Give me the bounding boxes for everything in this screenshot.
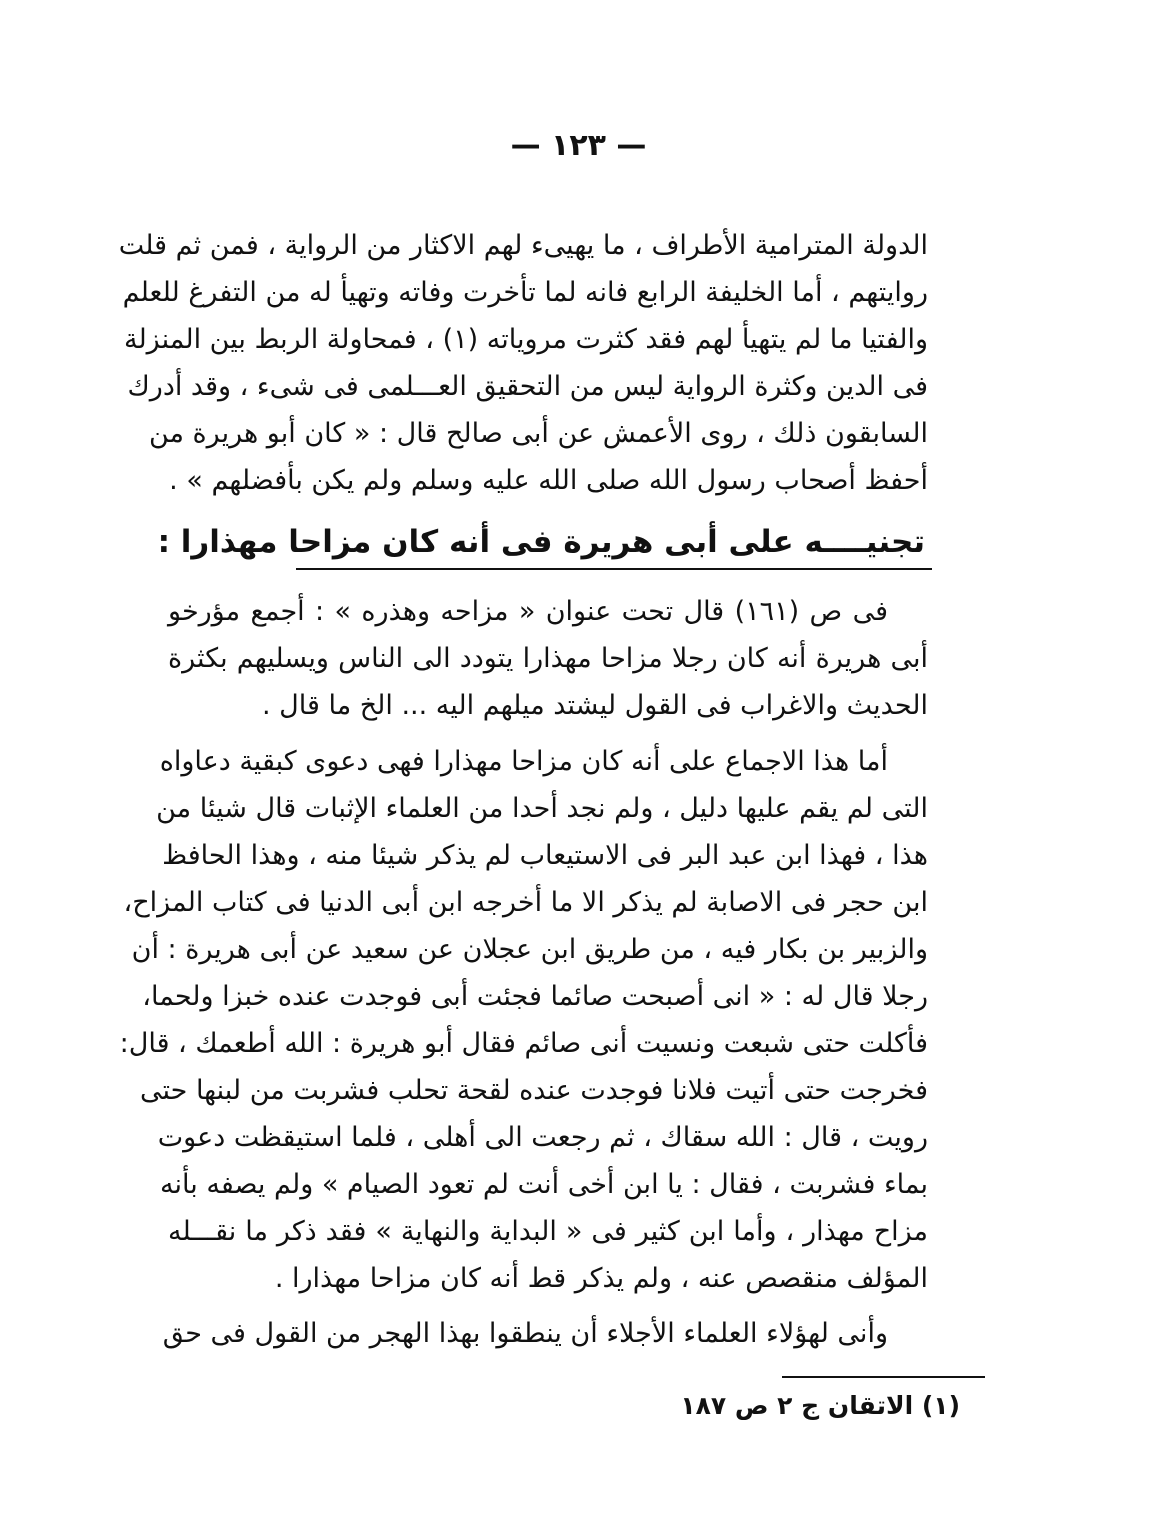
text-line: روايتهم ، أما الخليفة الرابع فانه لما تأخرت وفاته وتهيأ له من التفرغ للعلم [122, 277, 928, 308]
paragraph-4 [162, 1310, 928, 1357]
text-line: المؤلف منقصص عنه ، ولم يذكر قط أنه كان مزاحا مهذارا . [274, 1263, 928, 1294]
text-line: والزبير بن بكار فيه ، من طريق ابن عجلان عن سعيد عن أبى هريرة : أن [131, 934, 928, 965]
footnote-separator [782, 1376, 985, 1378]
text-line: هذا ، فهذا ابن عبد البر فى الاستيعاب لم يذكر شيئا منه ، وهذا الحافظ [162, 840, 928, 871]
text-line: والفتيا ما لم يتهيأ لهم فقد كثرت مروياته (١) ، فمحاولة الربط بين المنزلة [123, 324, 928, 355]
text-line: فى الدين وكثرة الرواية ليس من التحقيق العـــلمى فى شىء ، وقد أدرك [127, 371, 928, 402]
section-heading: تجنيــــه على أبى هريرة فى أنه كان مزاحا مهذارا : [157, 524, 925, 560]
text-line: فأكلت حتى شبعت ونسيت أنى صائم فقال أبو هريرة : الله أطعمك ، قال: [119, 1028, 928, 1059]
text-line: ابن حجر فى الاصابة لم يذكر الا ما أخرجه ابن أبى الدنيا فى كتاب المزاح، [123, 887, 928, 918]
page-number: — ١٢٣ — [510, 128, 647, 163]
text-line: فى ص (١٦١) قال تحت عنوان « مزاحه وهذره » : أجمع مؤرخو [168, 596, 888, 627]
footnote: (١) الاتقان ج ٢ ص ١٨٧ [680, 1391, 960, 1420]
text-line: مزاح مهذار ، وأما ابن كثير فى « البداية والنهاية » فقد ذكر ما نقـــله [168, 1216, 928, 1247]
text-line: رجلا قال له : « انى أصبحت صائما فجئت أبى فوجدت عنده خبزا ولحما، [142, 981, 928, 1012]
paragraph-2 [168, 588, 928, 729]
text-line: رويت ، قال : الله سقاك ، ثم رجعت الى أهلى ، فلما استيقظت دعوت [157, 1122, 928, 1153]
text-line: التى لم يقم عليها دليل ، ولم نجد أحدا من العلماء الإثبات قال شيئا من [156, 793, 928, 824]
text-line: أما هذا الاجماع على أنه كان مزاحا مهذارا فهى دعوى كبقية دعاواه [159, 746, 888, 777]
text-line: الحديث والاغراب فى القول ليشتد ميلهم اليه ... الخ ما قال . [261, 690, 928, 721]
text-line: الدولة المترامية الأطراف ، ما يهيىء لهم الاكثار من الرواية ، فمن ثم قلت [118, 230, 928, 261]
text-line: فخرجت حتى أتيت فلانا فوجدت عنده لقحة تحلب فشربت من لبنها حتى [140, 1075, 928, 1106]
text-line: السابقون ذلك ، روى الأعمش عن أبى صالح قال : « كان أبو هريرة من [148, 418, 928, 449]
text-line: بماء فشربت ، فقال : يا ابن أخى أنت لم تعود الصيام » ولم يصفه بأنه [160, 1169, 928, 1200]
paragraph-1 [118, 222, 928, 504]
heading-underline [296, 568, 932, 570]
text-line: أحفظ أصحاب رسول الله صلى الله عليه وسلم ولم يكن بأفضلهم » . [169, 465, 928, 496]
text-line: وأنى لهؤلاء العلماء الأجلاء أن ينطقوا بهذا الهجر من القول فى حق [162, 1318, 888, 1349]
text-line: أبى هريرة أنه كان رجلا مزاحا مهذارا يتودد الى الناس ويسليهم بكثرة [168, 643, 928, 674]
paragraph-3 [119, 738, 928, 1302]
